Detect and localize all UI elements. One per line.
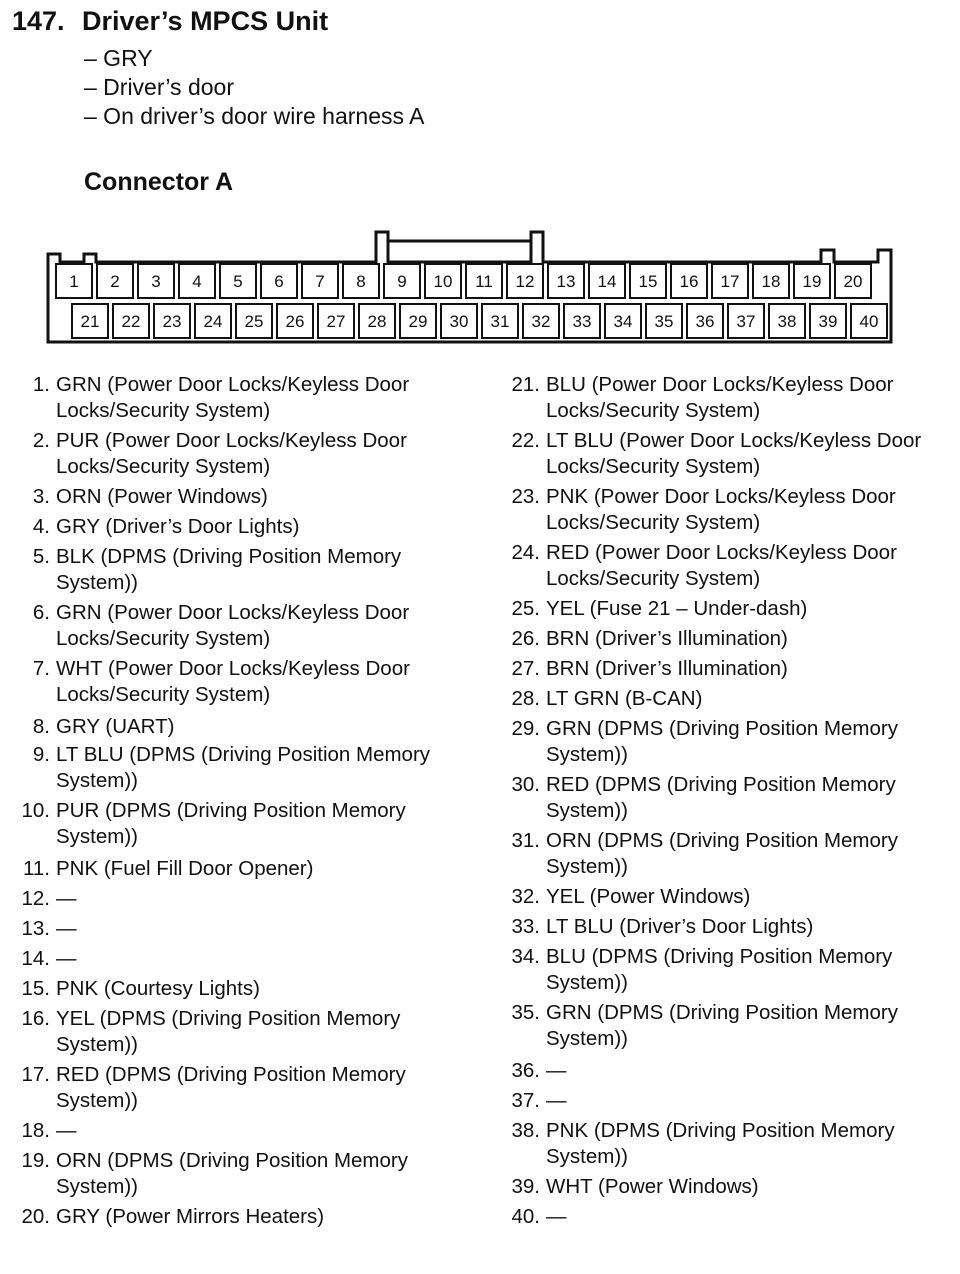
pin-number: 25 bbox=[244, 312, 264, 331]
pin-entry-number: 30. bbox=[511, 773, 540, 796]
pin-number: 14 bbox=[597, 272, 617, 291]
pin-entry-number: 10. bbox=[21, 799, 50, 822]
pin-entry-number: 12. bbox=[21, 887, 50, 910]
pin-entry-number: 38. bbox=[511, 1119, 540, 1142]
detail-harness: – On driver’s door wire harness A bbox=[84, 103, 425, 129]
pin-entry-description: BLU (Power Door Locks/Keyless Door Locks/Security System) bbox=[546, 373, 894, 422]
pin-entry-description: YEL (Fuse 21 – Under-dash) bbox=[546, 597, 808, 620]
pin-entry-description: ORN (Power Windows) bbox=[56, 485, 268, 508]
pin-number: 11 bbox=[475, 272, 493, 291]
pin-entry-description: RED (DPMS (Driving Position Memory System)) bbox=[56, 1063, 406, 1112]
pin-number: 30 bbox=[449, 312, 469, 331]
pin-number: 4 bbox=[192, 272, 202, 291]
detail-color: – GRY bbox=[84, 45, 153, 71]
pin-entry-number: 37. bbox=[511, 1089, 540, 1112]
pin-entry-number: 3. bbox=[32, 485, 50, 508]
pin-list-left bbox=[14, 372, 464, 1252]
pin-number: 22 bbox=[121, 312, 141, 331]
pin-entry-number: 13. bbox=[21, 917, 50, 940]
pin-entry-number: 22. bbox=[511, 429, 540, 452]
pin-entry-number: 26. bbox=[511, 627, 540, 650]
pin-number: 9 bbox=[397, 272, 407, 291]
pin-entry-number: 15. bbox=[21, 977, 50, 1000]
pin-entry-description: GRN (Power Door Locks/Keyless Door Locks/Security System) bbox=[56, 373, 410, 422]
pin-entry-description: GRN (DPMS (Driving Position Memory System)) bbox=[546, 1001, 898, 1050]
pin-entry-number: 4. bbox=[32, 515, 50, 538]
pin-entry-number: 2. bbox=[32, 429, 50, 452]
pin-entry-description: WHT (Power Door Locks/Keyless Door Locks/Security System) bbox=[56, 657, 410, 706]
connector-diagram bbox=[0, 0, 960, 350]
pin-number: 36 bbox=[695, 312, 715, 331]
pin-entry-number: 14. bbox=[21, 947, 50, 970]
pin-entry-description: BRN (Driver’s Illumination) bbox=[546, 627, 788, 650]
pin-entry-description: PNK (Courtesy Lights) bbox=[56, 977, 260, 1000]
pin-entry-number: 9. bbox=[32, 743, 50, 766]
pin-entry-description: — bbox=[56, 887, 77, 910]
pin-entry-number: 16. bbox=[21, 1007, 50, 1030]
pin-number: 24 bbox=[203, 312, 223, 331]
pin-number: 7 bbox=[315, 272, 325, 291]
pin-entry-number: 28. bbox=[511, 687, 540, 710]
detail-location: – Driver’s door bbox=[84, 74, 234, 100]
pin-number: 32 bbox=[531, 312, 551, 331]
pin-entry-number: 36. bbox=[511, 1059, 540, 1082]
pin-entry-description: GRY (UART) bbox=[56, 715, 175, 738]
pin-entry-number: 27. bbox=[511, 657, 540, 680]
pin-number: 13 bbox=[556, 272, 576, 291]
pin-number: 8 bbox=[356, 272, 366, 291]
pin-number: 39 bbox=[818, 312, 838, 331]
pin-number: 33 bbox=[572, 312, 592, 331]
pin-number: 34 bbox=[613, 312, 633, 331]
pin-entry-number: 6. bbox=[32, 601, 50, 624]
pin-entry-number: 31. bbox=[511, 829, 540, 852]
pin-entry-description: LT BLU (DPMS (Driving Position Memory System)) bbox=[56, 743, 431, 792]
pin-entry-description: GRN (Power Door Locks/Keyless Door Locks/Security System) bbox=[56, 601, 410, 650]
pin-entry-number: 11. bbox=[23, 857, 50, 880]
pin-number: 21 bbox=[80, 312, 100, 331]
pin-number: 35 bbox=[654, 312, 674, 331]
pin-entry-description: RED (Power Door Locks/Keyless Door Locks/Security System) bbox=[546, 541, 897, 590]
pin-list-right bbox=[504, 372, 954, 1252]
pin-number: 5 bbox=[233, 272, 243, 291]
pin-number: 6 bbox=[274, 272, 284, 291]
pin-entry-description: — bbox=[56, 947, 77, 970]
pin-number: 15 bbox=[638, 272, 658, 291]
pin-entry-description: — bbox=[546, 1059, 567, 1082]
unit-title: Driver’s MPCS Unit bbox=[82, 6, 329, 36]
pin-entry-number: 24. bbox=[511, 541, 540, 564]
connector-title: Connector A bbox=[84, 168, 234, 196]
pin-number: 26 bbox=[285, 312, 305, 331]
pin-entry-number: 21. bbox=[511, 373, 540, 396]
pin-entry-description: ORN (DPMS (Driving Position Memory System)) bbox=[56, 1149, 408, 1198]
pin-entry-number: 19. bbox=[21, 1149, 50, 1172]
pin-number: 38 bbox=[777, 312, 797, 331]
pin-number: 1 bbox=[69, 272, 79, 291]
pin-number: 29 bbox=[408, 312, 428, 331]
pin-entry-number: 39. bbox=[511, 1175, 540, 1198]
pin-entry-number: 17. bbox=[21, 1063, 50, 1086]
pin-entry-description: — bbox=[546, 1205, 567, 1228]
pin-number: 31 bbox=[490, 312, 510, 331]
pin-entry-number: 35. bbox=[511, 1001, 540, 1024]
pin-entry-description: WHT (Power Windows) bbox=[546, 1175, 759, 1198]
pin-number: 17 bbox=[720, 272, 740, 291]
pin-entry-description: PUR (DPMS (Driving Position Memory System)) bbox=[56, 799, 406, 848]
pin-entry-number: 8. bbox=[32, 715, 50, 738]
pin-entry-description: PNK (DPMS (Driving Position Memory System)) bbox=[546, 1119, 895, 1168]
pin-entry-description: GRY (Power Mirrors Heaters) bbox=[56, 1205, 325, 1228]
pin-entry-description: GRN (DPMS (Driving Position Memory System)) bbox=[546, 717, 898, 766]
pin-entry-description: PUR (Power Door Locks/Keyless Door Locks/Security System) bbox=[56, 429, 407, 478]
pin-entry-number: 29. bbox=[511, 717, 540, 740]
pin-entry-number: 23. bbox=[511, 485, 540, 508]
pin-entry-description: PNK (Fuel Fill Door Opener) bbox=[56, 857, 314, 880]
pin-entry-number: 40. bbox=[511, 1205, 540, 1228]
pin-number: 23 bbox=[162, 312, 182, 331]
pin-number: 28 bbox=[367, 312, 387, 331]
pin-entry-description: LT BLU (Power Door Locks/Keyless Door Locks/Security System) bbox=[546, 429, 922, 478]
pin-number: 19 bbox=[802, 272, 822, 291]
pin-entry-description: PNK (Power Door Locks/Keyless Door Locks/Security System) bbox=[546, 485, 896, 534]
pin-entry-number: 25. bbox=[511, 597, 540, 620]
section-number: 147. bbox=[12, 6, 65, 36]
pin-number: 16 bbox=[679, 272, 699, 291]
pin-entry-number: 18. bbox=[21, 1119, 50, 1142]
pin-entry-description: LT GRN (B-CAN) bbox=[546, 687, 703, 710]
pin-entry-number: 33. bbox=[511, 915, 540, 938]
pin-entry-description: ORN (DPMS (Driving Position Memory System)) bbox=[546, 829, 898, 878]
pin-number: 2 bbox=[110, 272, 120, 291]
pin-entry-description: — bbox=[56, 917, 77, 940]
pin-entry-number: 1. bbox=[32, 373, 50, 396]
pin-entry-description: BRN (Driver’s Illumination) bbox=[546, 657, 788, 680]
pin-entry-description: — bbox=[56, 1119, 77, 1142]
connector-bottom-row bbox=[72, 304, 887, 338]
pin-entry-number: 34. bbox=[511, 945, 540, 968]
pin-number: 40 bbox=[859, 312, 879, 331]
pin-number: 20 bbox=[843, 272, 863, 291]
pin-entry-description: YEL (Power Windows) bbox=[546, 885, 751, 908]
pin-entry-number: 20. bbox=[21, 1205, 50, 1228]
pin-entry-description: — bbox=[546, 1089, 567, 1112]
pin-entry-description: YEL (DPMS (Driving Position Memory System)) bbox=[56, 1007, 401, 1056]
pin-entry-description: LT BLU (Driver’s Door Lights) bbox=[546, 915, 814, 938]
pin-entry-number: 7. bbox=[32, 657, 50, 680]
pin-entry-number: 5. bbox=[32, 545, 50, 568]
pin-entry-description: RED (DPMS (Driving Position Memory System)) bbox=[546, 773, 896, 822]
pin-entry-description: GRY (Driver’s Door Lights) bbox=[56, 515, 300, 538]
pin-entry-number: 32. bbox=[511, 885, 540, 908]
pin-number: 12 bbox=[515, 272, 535, 291]
pin-number: 37 bbox=[736, 312, 756, 331]
pin-entry-description: BLU (DPMS (Driving Position Memory System)) bbox=[546, 945, 893, 994]
pin-number: 10 bbox=[433, 272, 453, 291]
connector-top-row bbox=[56, 264, 871, 298]
pin-number: 3 bbox=[151, 272, 161, 291]
pin-number: 18 bbox=[761, 272, 781, 291]
pin-entry-description: BLK (DPMS (Driving Position Memory System)) bbox=[56, 545, 402, 594]
pin-number: 27 bbox=[326, 312, 346, 331]
